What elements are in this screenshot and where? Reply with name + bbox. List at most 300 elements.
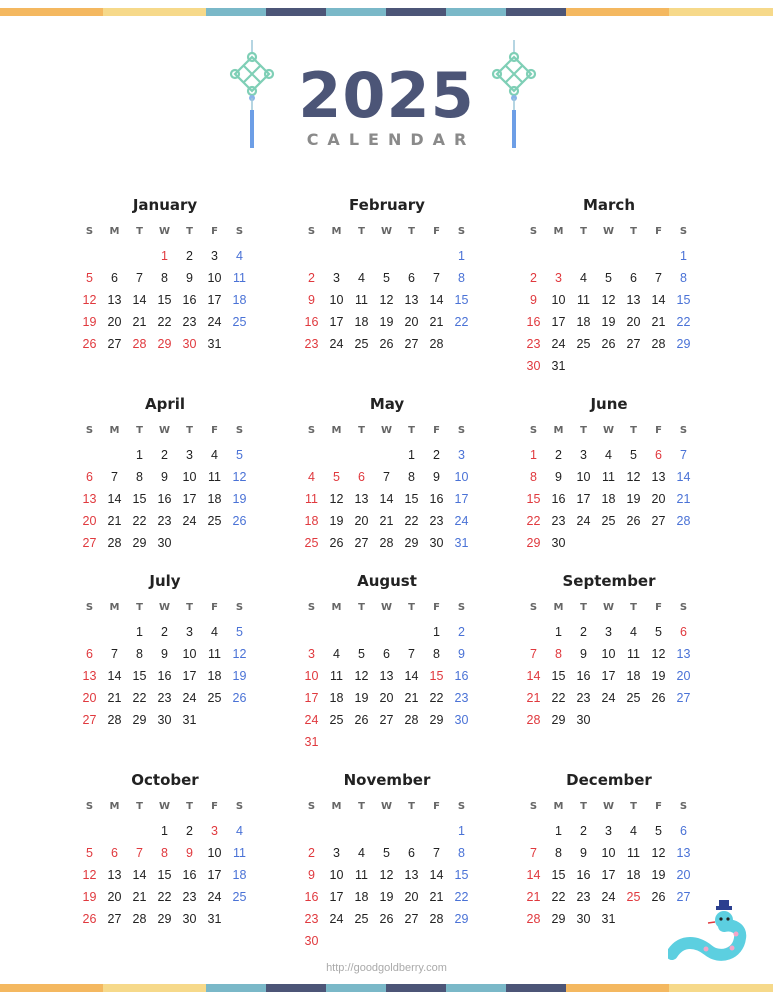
day-cell: 10 <box>182 470 197 484</box>
month-name: December <box>566 771 652 789</box>
day-cell: 4 <box>630 625 637 639</box>
empty-cell <box>424 245 449 267</box>
day-cell: 6 <box>630 271 637 285</box>
day-cell: 21 <box>107 514 122 528</box>
day-cell: 6 <box>383 647 390 661</box>
day-cell: 10 <box>207 846 222 860</box>
day-cell: 19 <box>354 691 369 705</box>
day-cell: 16 <box>429 492 444 506</box>
day-cell: 17 <box>551 315 566 329</box>
day-cell: 5 <box>236 448 243 462</box>
weekday-header: F <box>211 801 218 812</box>
day-cell: 18 <box>232 868 247 882</box>
day-cell: 3 <box>580 448 587 462</box>
day-cell: 11 <box>627 846 640 860</box>
day-cell: 1 <box>458 824 465 838</box>
day-cell: 20 <box>626 315 641 329</box>
day-cell: 20 <box>354 514 369 528</box>
day-cell: 25 <box>354 912 369 926</box>
day-cell: 7 <box>111 647 118 661</box>
day-cell: 12 <box>651 846 666 860</box>
day-cell: 11 <box>355 293 368 307</box>
weekday-header: S <box>235 425 244 436</box>
day-cell: 2 <box>580 824 587 838</box>
day-cell: 5 <box>383 846 390 860</box>
empty-cell <box>349 245 374 267</box>
weekday-header: T <box>580 226 587 237</box>
day-cell: 21 <box>429 890 444 904</box>
day-cell: 31 <box>182 713 197 727</box>
day-cell: 26 <box>379 337 394 351</box>
day-cell: 25 <box>304 536 319 550</box>
day-cell: 26 <box>354 713 369 727</box>
day-cell: 25 <box>601 514 616 528</box>
day-cell: 8 <box>161 271 168 285</box>
empty-cell <box>77 621 102 643</box>
day-cell: 27 <box>651 514 666 528</box>
month-name: February <box>349 196 425 214</box>
day-cell: 7 <box>111 470 118 484</box>
day-cell: 7 <box>680 448 687 462</box>
month-november <box>299 768 475 952</box>
day-cell: 21 <box>132 315 147 329</box>
empty-cell <box>546 245 571 267</box>
day-cell: 2 <box>161 448 168 462</box>
day-cell: 9 <box>308 293 315 307</box>
empty-cell <box>324 245 349 267</box>
day-cell: 13 <box>354 492 369 506</box>
weekday-header: S <box>529 602 538 613</box>
day-cell: 27 <box>82 713 97 727</box>
day-cell: 24 <box>601 691 616 705</box>
weekday-header: T <box>630 602 637 613</box>
month-april <box>77 392 253 554</box>
day-cell: 29 <box>454 912 469 926</box>
weekday-header: T <box>408 425 415 436</box>
day-cell: 8 <box>555 846 562 860</box>
day-cell: 3 <box>458 448 465 462</box>
day-cell: 12 <box>232 470 247 484</box>
day-cell: 6 <box>680 824 687 838</box>
day-cell: 13 <box>379 669 394 683</box>
month-october <box>77 768 253 930</box>
day-cell: 27 <box>82 536 97 550</box>
day-cell: 27 <box>107 912 122 926</box>
day-cell: 4 <box>580 271 587 285</box>
day-cell: 19 <box>329 514 344 528</box>
day-cell: 31 <box>601 912 616 926</box>
day-cell: 22 <box>454 315 469 329</box>
day-cell: 22 <box>676 315 691 329</box>
day-cell: 9 <box>308 868 315 882</box>
stripe-segment <box>506 8 566 16</box>
stripe-segment <box>669 8 773 16</box>
day-cell: 2 <box>186 249 193 263</box>
weekday-header: S <box>457 425 466 436</box>
weekday-header: S <box>307 602 316 613</box>
day-cell: 9 <box>580 846 587 860</box>
day-cell: 12 <box>601 293 616 307</box>
day-cell: 4 <box>358 846 365 860</box>
weekday-header: T <box>136 801 143 812</box>
day-cell: 11 <box>627 647 640 661</box>
day-cell: 10 <box>601 846 616 860</box>
day-cell: 31 <box>551 359 566 373</box>
day-cell: 18 <box>207 669 222 683</box>
month-name: July <box>149 572 181 590</box>
day-cell: 11 <box>305 492 318 506</box>
day-cell: 18 <box>601 492 616 506</box>
day-cell: 16 <box>182 293 197 307</box>
day-cell: 24 <box>182 514 197 528</box>
weekday-header: T <box>358 801 365 812</box>
weekday-header: F <box>655 425 662 436</box>
day-cell: 9 <box>186 846 193 860</box>
day-cell: 19 <box>626 492 641 506</box>
day-cell: 22 <box>526 514 541 528</box>
day-cell: 29 <box>132 536 147 550</box>
day-cell: 15 <box>454 293 469 307</box>
day-cell: 8 <box>408 470 415 484</box>
day-cell: 30 <box>304 934 319 948</box>
weekday-header: M <box>553 602 564 613</box>
day-cell: 19 <box>651 868 666 882</box>
day-cell: 3 <box>333 271 340 285</box>
day-cell: 10 <box>576 470 591 484</box>
day-cell: 27 <box>676 691 691 705</box>
day-cell: 1 <box>530 448 537 462</box>
day-cell: 16 <box>576 669 591 683</box>
day-cell: 12 <box>82 293 97 307</box>
day-cell: 16 <box>304 890 319 904</box>
day-cell: 5 <box>333 470 340 484</box>
day-cell: 23 <box>157 691 172 705</box>
day-cell: 5 <box>630 448 637 462</box>
weekday-header: M <box>331 425 342 436</box>
empty-cell <box>102 245 127 267</box>
day-cell: 13 <box>676 647 691 661</box>
day-cell: 14 <box>651 293 666 307</box>
day-cell: 13 <box>626 293 641 307</box>
day-cell: 20 <box>82 514 97 528</box>
day-cell: 22 <box>157 315 172 329</box>
day-cell: 6 <box>655 448 662 462</box>
calendar-subtitle: CALENDAR <box>306 130 476 149</box>
day-cell: 25 <box>232 315 247 329</box>
day-cell: 23 <box>526 337 541 351</box>
day-cell: 22 <box>132 691 147 705</box>
stripe-segment <box>566 8 669 16</box>
day-cell: 24 <box>182 691 197 705</box>
day-cell: 3 <box>333 846 340 860</box>
bottom-stripe <box>0 984 773 992</box>
day-cell: 30 <box>429 536 444 550</box>
day-cell: 4 <box>211 625 218 639</box>
day-cell: 30 <box>454 713 469 727</box>
day-cell: 26 <box>232 514 247 528</box>
stripe-segment <box>266 8 326 16</box>
day-cell: 4 <box>308 470 315 484</box>
day-cell: 11 <box>577 293 590 307</box>
empty-cell <box>399 245 424 267</box>
day-cell: 23 <box>429 514 444 528</box>
day-cell: 24 <box>551 337 566 351</box>
weekday-header: F <box>433 425 440 436</box>
day-cell: 6 <box>86 470 93 484</box>
day-cell: 22 <box>429 691 444 705</box>
day-cell: 17 <box>601 669 616 683</box>
day-cell: 11 <box>208 647 221 661</box>
day-cell: 18 <box>207 492 222 506</box>
empty-cell <box>102 820 127 842</box>
day-cell: 22 <box>551 890 566 904</box>
day-grid <box>77 798 253 930</box>
weekday-header: T <box>186 602 193 613</box>
day-cell: 12 <box>354 669 369 683</box>
stripe-segment <box>266 984 326 992</box>
empty-cell <box>299 621 324 643</box>
day-cell: 7 <box>433 271 440 285</box>
day-cell: 15 <box>429 669 444 683</box>
day-grid <box>77 599 253 731</box>
weekday-header: T <box>358 226 365 237</box>
day-cell: 24 <box>304 713 319 727</box>
day-cell: 25 <box>354 337 369 351</box>
day-cell: 9 <box>161 470 168 484</box>
day-cell: 24 <box>601 890 616 904</box>
day-cell: 27 <box>354 536 369 550</box>
day-cell: 17 <box>601 868 616 882</box>
day-cell: 30 <box>157 536 172 550</box>
day-cell: 3 <box>211 824 218 838</box>
empty-cell <box>374 820 399 842</box>
day-grid <box>77 223 253 355</box>
day-cell: 3 <box>605 824 612 838</box>
day-cell: 5 <box>86 846 93 860</box>
empty-cell <box>621 245 646 267</box>
weekday-header: F <box>655 602 662 613</box>
day-cell: 5 <box>236 625 243 639</box>
day-cell: 24 <box>207 315 222 329</box>
day-cell: 28 <box>526 713 541 727</box>
day-cell: 1 <box>458 249 465 263</box>
day-cell: 20 <box>676 669 691 683</box>
day-cell: 27 <box>676 890 691 904</box>
stripe-segment <box>386 8 446 16</box>
day-cell: 5 <box>383 271 390 285</box>
day-cell: 7 <box>136 271 143 285</box>
month-march <box>521 193 697 377</box>
day-cell: 26 <box>232 691 247 705</box>
weekday-header: M <box>553 801 564 812</box>
day-cell: 25 <box>232 890 247 904</box>
day-cell: 10 <box>207 271 222 285</box>
day-cell: 4 <box>211 448 218 462</box>
weekday-header: M <box>109 226 120 237</box>
weekday-header: S <box>235 226 244 237</box>
day-cell: 14 <box>404 669 419 683</box>
weekday-header: W <box>602 425 615 436</box>
day-cell: 16 <box>157 492 172 506</box>
day-grid <box>77 422 253 554</box>
day-cell: 13 <box>404 868 419 882</box>
weekday-header: S <box>679 602 688 613</box>
day-cell: 23 <box>182 890 197 904</box>
day-cell: 26 <box>82 912 97 926</box>
day-cell: 17 <box>304 691 319 705</box>
weekday-header: W <box>380 226 393 237</box>
day-cell: 20 <box>379 691 394 705</box>
day-cell: 26 <box>82 337 97 351</box>
weekday-header: W <box>158 801 171 812</box>
day-cell: 8 <box>458 846 465 860</box>
day-cell: 31 <box>207 912 222 926</box>
day-cell: 26 <box>601 337 616 351</box>
weekday-header: S <box>457 801 466 812</box>
day-cell: 21 <box>526 691 541 705</box>
weekday-header: S <box>85 602 94 613</box>
weekday-header: S <box>679 801 688 812</box>
day-cell: 28 <box>526 912 541 926</box>
day-cell: 23 <box>182 315 197 329</box>
empty-cell <box>646 245 671 267</box>
day-cell: 28 <box>107 713 122 727</box>
day-cell: 14 <box>379 492 394 506</box>
day-cell: 14 <box>526 669 541 683</box>
day-cell: 12 <box>329 492 344 506</box>
day-cell: 28 <box>404 713 419 727</box>
day-cell: 13 <box>676 846 691 860</box>
day-cell: 16 <box>454 669 469 683</box>
day-cell: 2 <box>580 625 587 639</box>
day-cell: 22 <box>404 514 419 528</box>
day-cell: 10 <box>551 293 566 307</box>
weekday-header: S <box>457 226 466 237</box>
weekday-header: F <box>211 602 218 613</box>
day-cell: 25 <box>207 514 222 528</box>
stripe-segment <box>103 984 206 992</box>
day-cell: 14 <box>526 868 541 882</box>
day-cell: 17 <box>182 669 197 683</box>
day-cell: 2 <box>458 625 465 639</box>
month-august <box>299 569 475 753</box>
day-cell: 6 <box>408 271 415 285</box>
day-cell: 7 <box>433 846 440 860</box>
day-cell: 7 <box>530 846 537 860</box>
stripe-segment <box>446 984 506 992</box>
weekday-header: F <box>433 226 440 237</box>
day-cell: 19 <box>232 492 247 506</box>
day-cell: 28 <box>132 337 147 351</box>
day-cell: 11 <box>602 470 615 484</box>
day-cell: 1 <box>136 625 143 639</box>
day-cell: 13 <box>404 293 419 307</box>
weekday-header: T <box>186 801 193 812</box>
weekday-header: W <box>602 602 615 613</box>
empty-cell <box>424 820 449 842</box>
day-cell: 20 <box>107 315 122 329</box>
stripe-segment <box>206 8 266 16</box>
weekday-header: T <box>580 602 587 613</box>
day-cell: 11 <box>208 470 221 484</box>
day-cell: 9 <box>458 647 465 661</box>
day-cell: 23 <box>454 691 469 705</box>
weekday-header: M <box>331 801 342 812</box>
empty-cell <box>77 245 102 267</box>
day-cell: 18 <box>626 868 641 882</box>
day-cell: 4 <box>236 824 243 838</box>
day-cell: 23 <box>157 514 172 528</box>
day-cell: 4 <box>333 647 340 661</box>
day-cell: 29 <box>551 713 566 727</box>
day-cell: 13 <box>107 868 122 882</box>
day-cell: 10 <box>601 647 616 661</box>
empty-cell <box>374 444 399 466</box>
day-grid <box>299 599 475 753</box>
day-cell: 21 <box>676 492 691 506</box>
empty-cell <box>349 621 374 643</box>
day-cell: 25 <box>626 691 641 705</box>
day-cell: 5 <box>358 647 365 661</box>
empty-cell <box>127 820 152 842</box>
day-cell: 25 <box>207 691 222 705</box>
weekday-header: T <box>630 425 637 436</box>
day-cell: 4 <box>236 249 243 263</box>
day-cell: 28 <box>429 337 444 351</box>
weekday-header: M <box>109 801 120 812</box>
day-cell: 6 <box>408 846 415 860</box>
day-cell: 8 <box>458 271 465 285</box>
day-cell: 6 <box>86 647 93 661</box>
day-cell: 2 <box>308 271 315 285</box>
weekday-header: T <box>580 801 587 812</box>
day-cell: 9 <box>161 647 168 661</box>
weekday-header: S <box>307 226 316 237</box>
day-cell: 23 <box>551 514 566 528</box>
day-cell: 21 <box>404 691 419 705</box>
day-cell: 13 <box>82 669 97 683</box>
day-cell: 10 <box>304 669 319 683</box>
weekday-header: M <box>331 226 342 237</box>
day-cell: 1 <box>433 625 440 639</box>
weekday-header: T <box>580 425 587 436</box>
month-name: June <box>590 395 628 413</box>
empty-cell <box>299 820 324 842</box>
day-cell: 26 <box>651 691 666 705</box>
day-cell: 26 <box>379 912 394 926</box>
day-cell: 30 <box>551 536 566 550</box>
blue-snake-mascot-icon <box>668 898 758 970</box>
day-cell: 9 <box>580 647 587 661</box>
weekday-header: W <box>380 602 393 613</box>
day-cell: 9 <box>433 470 440 484</box>
month-name: April <box>144 395 186 413</box>
day-cell: 29 <box>157 337 172 351</box>
stripe-segment <box>669 984 773 992</box>
month-name: May <box>369 395 405 413</box>
weekday-header: M <box>331 602 342 613</box>
day-cell: 2 <box>161 625 168 639</box>
day-cell: 14 <box>429 293 444 307</box>
day-cell: 8 <box>555 647 562 661</box>
month-february <box>299 193 475 355</box>
day-cell: 8 <box>136 470 143 484</box>
day-cell: 11 <box>355 868 368 882</box>
day-cell: 21 <box>651 315 666 329</box>
day-cell: 31 <box>304 735 319 749</box>
day-cell: 12 <box>651 647 666 661</box>
day-cell: 19 <box>379 315 394 329</box>
